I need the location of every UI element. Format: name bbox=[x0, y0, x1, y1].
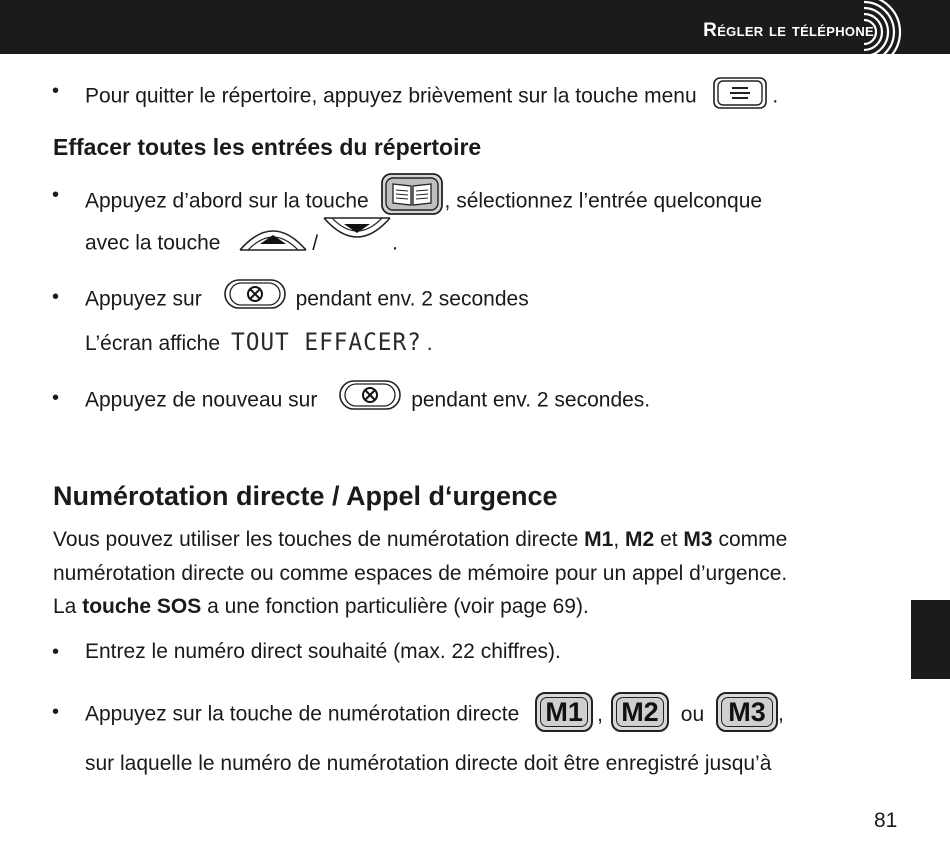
step-text: avec la touche bbox=[85, 231, 221, 255]
step-text-end: . bbox=[426, 332, 433, 355]
bullet-marker: • bbox=[52, 641, 60, 663]
intro-paragraph-line1 bbox=[53, 526, 787, 554]
bullet-marker: • bbox=[52, 184, 60, 206]
lcd-display-text: TOUT EFFACER? bbox=[230, 328, 422, 356]
arrow-up-key-icon bbox=[238, 218, 308, 260]
step-enter-number: Entrez le numéro direct souhaité (max. 22 chiffres). bbox=[85, 640, 561, 663]
step-press-delete-again bbox=[85, 384, 650, 418]
step-open-phonebook bbox=[85, 181, 762, 223]
step-text-end: . bbox=[392, 231, 398, 255]
arrow-down-key-icon bbox=[322, 216, 392, 258]
para-et: et bbox=[660, 528, 678, 551]
step-text-cont: , sélectionnez l’entrée quelconque bbox=[444, 189, 763, 213]
section-heading-delete-all: Effacer toutes les entrées du répertoire bbox=[53, 134, 482, 160]
chapter-title: Régler le téléphone bbox=[703, 20, 874, 41]
para-text: La bbox=[53, 595, 77, 618]
m3-key-label: M3 bbox=[721, 697, 773, 727]
page-number: 81 bbox=[874, 809, 898, 832]
menu-key-icon bbox=[713, 77, 767, 117]
key-or: ou bbox=[680, 702, 705, 726]
section-heading-direct-dial: Numérotation directe / Appel d‘urgence bbox=[53, 481, 558, 511]
page-header-bar bbox=[0, 0, 950, 54]
step-press-direct-key bbox=[85, 698, 784, 732]
m3-key-icon bbox=[716, 692, 778, 732]
bullet-marker: • bbox=[52, 80, 60, 102]
radio-waves-logo-icon bbox=[834, 0, 904, 59]
bullet-marker: • bbox=[52, 387, 60, 409]
m2-key-label: M2 bbox=[616, 697, 664, 727]
arrow-separator: / bbox=[312, 231, 319, 255]
para-text: comme bbox=[718, 528, 788, 551]
para-m1: M1 bbox=[584, 528, 614, 551]
bullet-text-end: . bbox=[772, 84, 779, 108]
step-press-delete bbox=[85, 283, 529, 317]
bullet-quit-directory bbox=[85, 77, 778, 117]
para-sos: touche SOS bbox=[82, 595, 202, 618]
step-text-cont: pendant env. 2 secondes. bbox=[411, 388, 651, 412]
bullet-marker: • bbox=[52, 701, 60, 723]
step-text: Appuyez d’abord sur la touche bbox=[85, 189, 369, 213]
step-text: L’écran affiche bbox=[85, 332, 221, 355]
step-text: Appuyez de nouveau sur bbox=[85, 388, 318, 412]
step-press-direct-key-cont: sur laquelle le numéro de numérotation directe doit être enregistré jusqu’à bbox=[85, 752, 772, 775]
para-text: Vous pouvez utiliser les touches de numérotation directe bbox=[53, 528, 579, 551]
bullet-text: Pour quitter le répertoire, appuyez brièvement sur la touche menu bbox=[85, 84, 697, 108]
para-m2: M2 bbox=[625, 528, 655, 551]
para-text: a une fonction particulière (voir page 69). bbox=[207, 595, 589, 618]
step-text-cont: pendant env. 2 secondes bbox=[295, 287, 529, 311]
bullet-marker: • bbox=[52, 286, 60, 308]
para-m3: M3 bbox=[683, 528, 713, 551]
step-text: Appuyez sur la touche de numérotation directe bbox=[85, 702, 520, 726]
intro-paragraph-line3 bbox=[53, 593, 589, 621]
key-separator: , bbox=[778, 702, 784, 726]
screen-shows-line bbox=[85, 328, 433, 358]
m2-key-icon bbox=[611, 692, 669, 732]
m1-key-icon bbox=[535, 692, 593, 732]
delete-key-icon bbox=[339, 380, 401, 418]
delete-key-icon bbox=[224, 279, 286, 317]
key-separator: , bbox=[597, 702, 603, 726]
intro-paragraph-line2: numérotation directe ou comme espaces de mémoire pour un appel d’urgence. bbox=[53, 562, 788, 585]
m1-key-label: M1 bbox=[540, 697, 588, 727]
step-text: Appuyez sur bbox=[85, 287, 202, 311]
para-comma: , bbox=[613, 528, 620, 551]
chapter-tab-marker bbox=[911, 600, 950, 679]
step-select-with-arrows bbox=[85, 228, 398, 260]
